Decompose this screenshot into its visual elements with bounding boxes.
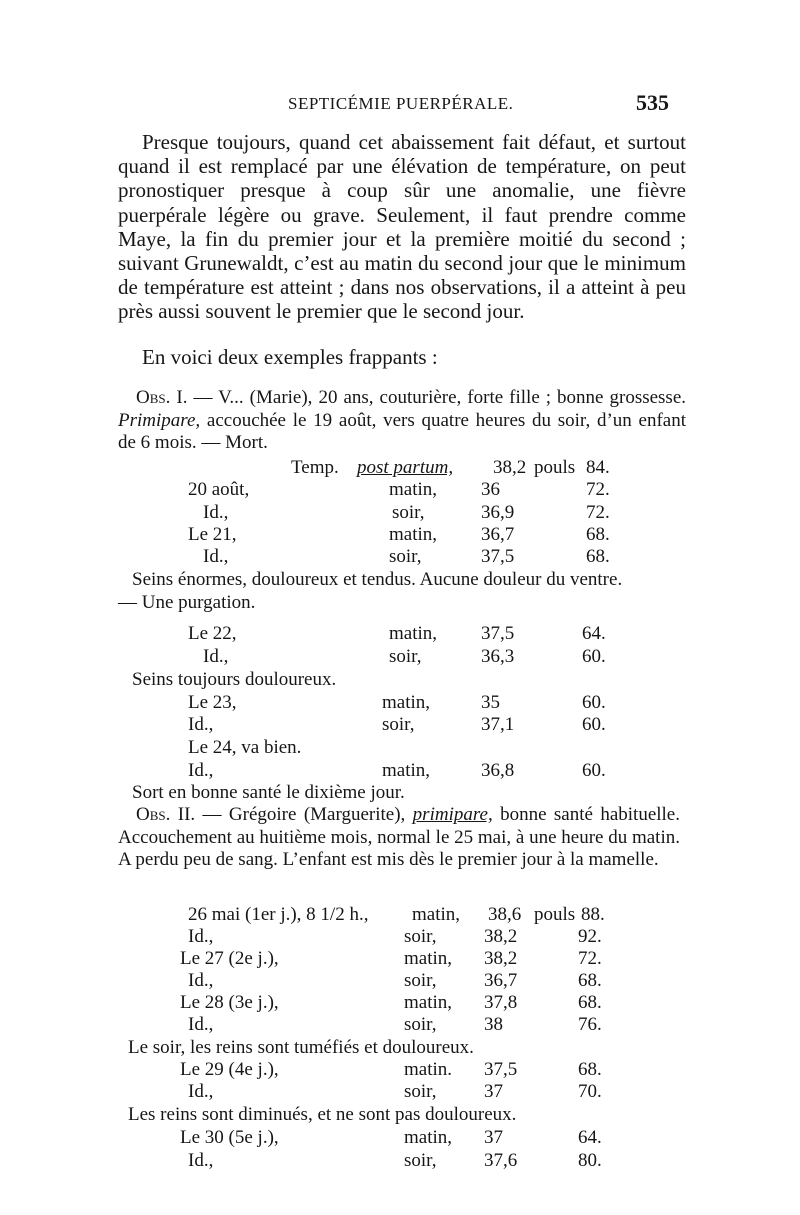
table-row	[0, 904, 800, 926]
table-row	[0, 1150, 800, 1172]
pulse-cell: 68.	[586, 546, 610, 567]
pulse-cell: 88.	[581, 904, 605, 925]
pulse-cell: 68.	[578, 970, 602, 991]
date-cell: Id.,	[188, 926, 214, 947]
temp-cell: 37,1	[481, 714, 515, 735]
observation-note: Le soir, les reins sont tuméfiés et douloureux.	[128, 1037, 474, 1058]
time-cell: soir,	[404, 926, 437, 947]
post-partum-label: post partum,	[357, 457, 454, 478]
table-row	[0, 1081, 800, 1103]
time-cell: soir,	[389, 646, 422, 667]
observation-note: Seins toujours douloureux.	[132, 669, 337, 690]
page-header	[0, 90, 800, 120]
time-cell: soir,	[404, 1150, 437, 1171]
date-cell: 20 août,	[188, 479, 250, 500]
pulse-cell: 60.	[582, 692, 606, 713]
observation-1-text	[118, 387, 686, 455]
time-cell: matin,	[389, 524, 438, 545]
observation-1-text-before: — V... (Marie), 20 ans, couturière, forte fille ; bonne grossesse.	[187, 387, 687, 408]
observation-note: Les reins sont diminués, et ne sont pas douloureux.	[128, 1104, 517, 1125]
temp-cell: 37	[484, 1081, 503, 1102]
temp-cell: 36,3	[481, 646, 515, 667]
intro-paragraph: Presque toujours, quand cet abaissement fait défaut, et surtout quand il est remplacé par une élévation de température, on peut pronostiquer presque à coup sûr une anomalie, une fièvre puerpérale légère ou grave. Seulement, il faut prendre comme Maye, la fin du premier jour et la première moitié du second ; suivant Grunewaldt, c’est au matin du second jour que le minimum de température est atteint ; dans nos observations, il a atteint à peu près aussi souvent le premier que le second jour.	[118, 130, 686, 324]
date-cell: Le 22,	[188, 623, 237, 644]
table-row	[0, 524, 800, 546]
date-cell: Le 29 (4e j.),	[180, 1059, 279, 1080]
date-cell: Id.,	[203, 646, 229, 667]
pouls-label: pouls	[534, 904, 576, 925]
time-cell: matin.	[404, 1059, 453, 1080]
table-row	[0, 623, 800, 645]
pulse-cell: 68.	[586, 524, 610, 545]
observation-2-label: Obs. II.	[136, 804, 196, 825]
observation-2-text-before: — Grégoire (Marguerite),	[195, 804, 413, 825]
pulse-cell: 72.	[586, 502, 610, 523]
table-row	[0, 479, 800, 501]
temp-cell: 37,5	[481, 546, 515, 567]
time-cell: soir,	[404, 970, 437, 991]
temp-cell: 37,8	[484, 992, 518, 1013]
table-row	[0, 646, 800, 668]
observation-note: Sort en bonne santé le dixième jour.	[132, 782, 405, 803]
observation-note: — Une purgation.	[118, 592, 256, 613]
temp-cell: 38	[484, 1014, 503, 1035]
observation-1-text-after: accouchée le 19 août, vers quatre heures du soir, d’un enfant de 6 mois. — Mort.	[118, 409, 686, 454]
pulse-value: 84.	[586, 457, 610, 478]
date-cell: Id.,	[203, 502, 229, 523]
date-cell: Id.,	[203, 546, 229, 567]
temp-cell: 38,6	[488, 904, 522, 925]
table-row	[0, 926, 800, 948]
temp-header-label: Temp.	[291, 457, 339, 478]
temp-cell: 36	[481, 479, 500, 500]
time-cell: matin,	[382, 760, 431, 781]
observation-2-text	[118, 804, 680, 872]
pulse-cell: 68.	[578, 1059, 602, 1080]
table-row	[0, 760, 800, 782]
table-row	[0, 1127, 800, 1149]
temp-cell: 36,9	[481, 502, 515, 523]
temp-cell: 36,7	[484, 970, 518, 991]
time-cell: matin,	[404, 992, 453, 1013]
table-row	[0, 970, 800, 992]
running-title: SEPTICÉMIE PUERPÉRALE.	[288, 94, 514, 113]
pulse-cell: 76.	[578, 1014, 602, 1035]
pulse-cell: 72.	[578, 948, 602, 969]
date-cell: Id.,	[188, 714, 214, 735]
table-row	[0, 948, 800, 970]
table-row	[0, 1059, 800, 1081]
table-row	[0, 992, 800, 1014]
observation-note: Le 24, va bien.	[188, 737, 302, 758]
pulse-cell: 64.	[578, 1127, 602, 1148]
temp-cell: 37,6	[484, 1150, 518, 1171]
date-cell: Id.,	[188, 1150, 214, 1171]
table-row	[0, 457, 800, 479]
observation-1-italic: Primipare,	[118, 409, 201, 431]
time-cell: soir,	[382, 714, 415, 735]
date-cell: Le 28 (3e j.),	[180, 992, 279, 1013]
temp-cell: 37,5	[484, 1059, 518, 1080]
pulse-cell: 60.	[582, 714, 606, 735]
pulse-cell: 64.	[582, 623, 606, 644]
observation-note: Seins énormes, douloureux et tendus. Aucune douleur du ventre.	[132, 569, 623, 590]
lead-sentence: En voici deux exemples frappants :	[142, 345, 438, 369]
date-cell: Le 30 (5e j.),	[180, 1127, 279, 1148]
time-cell: soir,	[389, 546, 422, 567]
date-cell: Le 21,	[188, 524, 237, 545]
date-cell: Le 23,	[188, 692, 237, 713]
pulse-cell: 72.	[586, 479, 610, 500]
table-row	[0, 692, 800, 714]
table-row	[0, 714, 800, 736]
time-cell: soir,	[404, 1081, 437, 1102]
page-number: 535	[636, 90, 669, 115]
pulse-cell: 80.	[578, 1150, 602, 1171]
time-cell: matin,	[412, 904, 461, 925]
time-cell: matin,	[404, 948, 453, 969]
pulse-cell: 60.	[582, 646, 606, 667]
time-cell: soir,	[404, 1014, 437, 1035]
observation-2-text-after: bonne santé habituelle. Accouchement au huitième mois, normal le 25 mai, à une heure du matin. A perdu peu de sang. L’enfant est mis dès le premier jour à la mamelle.	[118, 804, 680, 871]
temp-cell: 37,5	[481, 623, 515, 644]
time-cell: matin,	[404, 1127, 453, 1148]
pulse-cell: 92.	[578, 926, 602, 947]
temp-value: 38,2	[493, 457, 527, 478]
time-cell: matin,	[382, 692, 431, 713]
table-row	[0, 502, 800, 524]
pouls-label: pouls	[534, 457, 576, 478]
date-cell: Id.,	[188, 1081, 214, 1102]
pulse-cell: 70.	[578, 1081, 602, 1102]
date-cell: 26 mai (1er j.), 8 1/2 h.,	[188, 904, 369, 925]
time-cell: matin,	[389, 479, 438, 500]
temp-cell: 38,2	[484, 926, 518, 947]
date-cell: Le 27 (2e j.),	[180, 948, 279, 969]
table-row	[0, 1014, 800, 1036]
temp-cell: 37	[484, 1127, 503, 1148]
table-row	[0, 546, 800, 568]
observation-1-label: Obs. I.	[136, 387, 188, 408]
observation-2-italic: primipare,	[412, 804, 493, 825]
time-cell: matin,	[389, 623, 438, 644]
date-cell: Id.,	[188, 760, 214, 781]
pulse-cell: 60.	[582, 760, 606, 781]
temp-cell: 36,8	[481, 760, 515, 781]
date-cell: Id.,	[188, 1014, 214, 1035]
date-cell: Id.,	[188, 970, 214, 991]
pulse-cell: 68.	[578, 992, 602, 1013]
temp-cell: 35	[481, 692, 500, 713]
temp-cell: 36,7	[481, 524, 515, 545]
temp-cell: 38,2	[484, 948, 518, 969]
time-cell: soir,	[392, 502, 425, 523]
